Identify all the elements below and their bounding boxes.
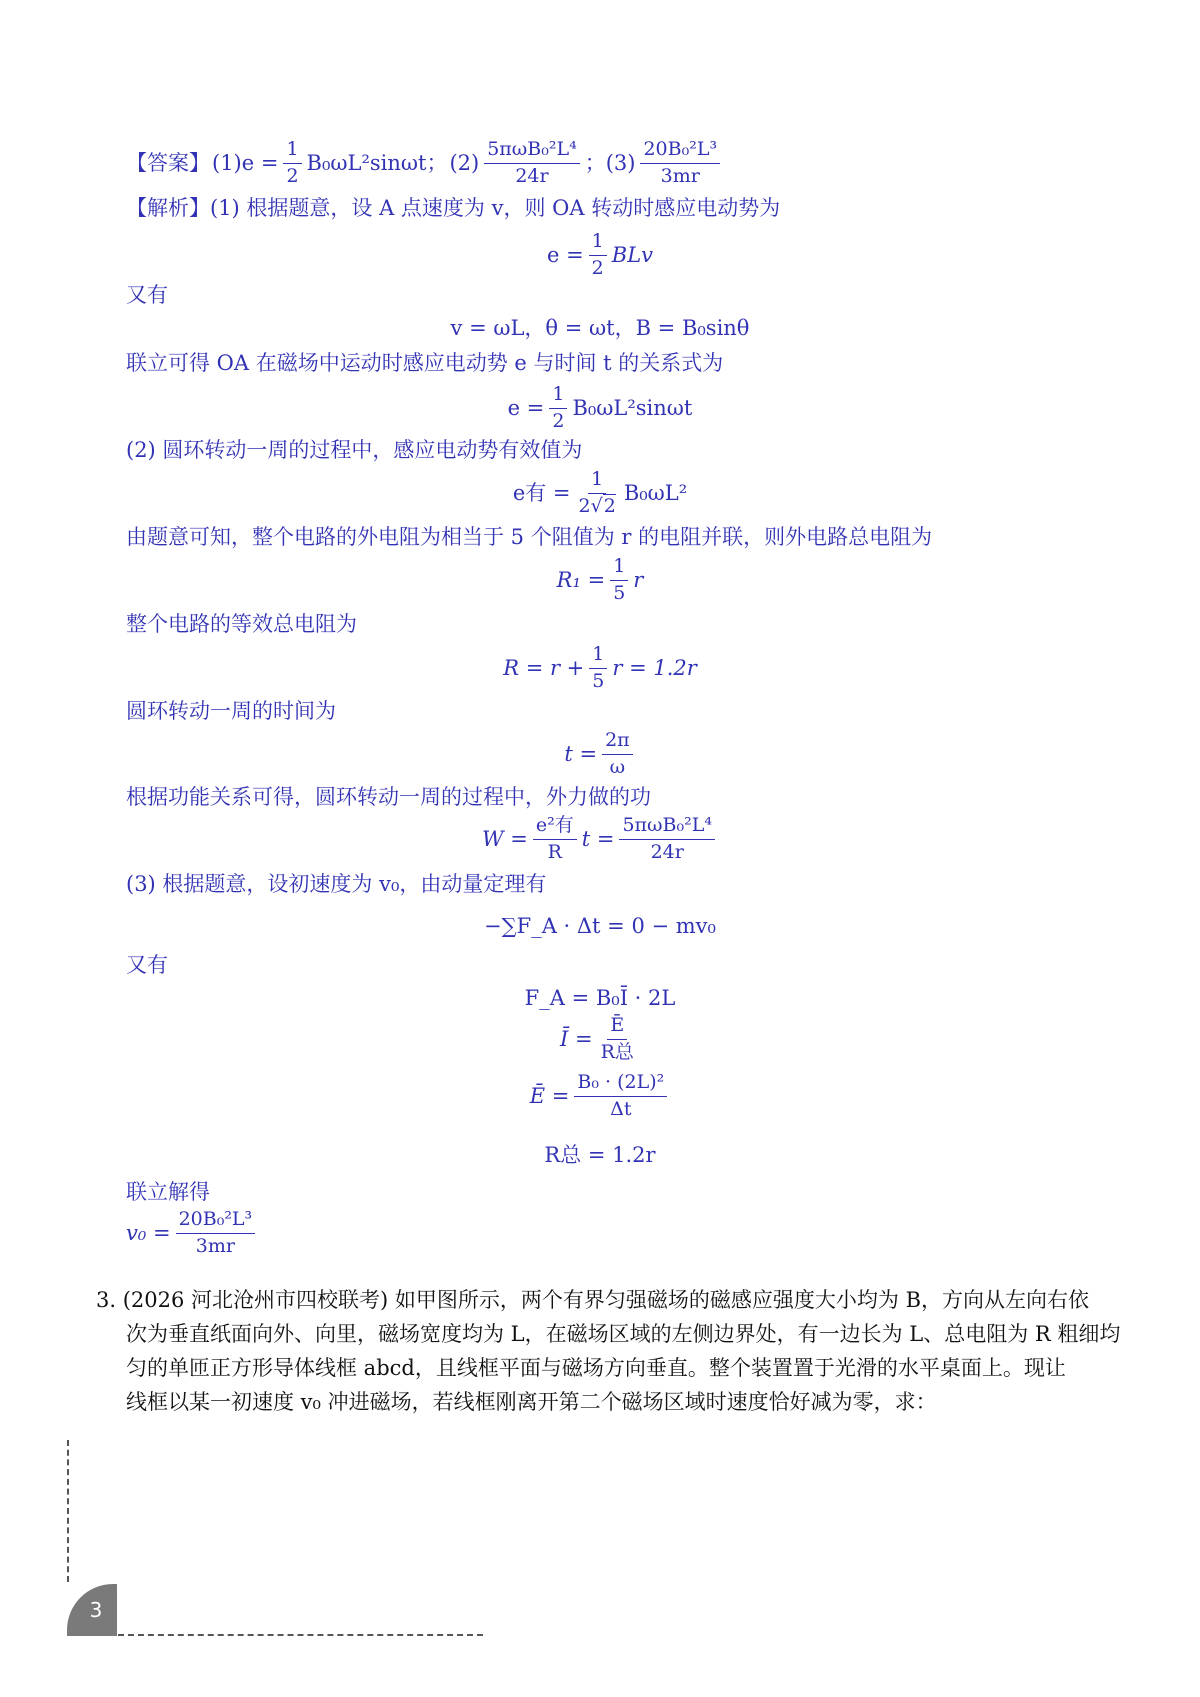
fraction-half: $\frac{1}{2}$	[283, 140, 301, 187]
also-text-1: 又有	[126, 283, 168, 307]
answer-part1-tail: B₀ωL²sinωt；	[306, 150, 448, 175]
equation-13: R总 = 1.2r	[544, 1143, 656, 1167]
answer-part1: (1)e =	[212, 150, 279, 175]
equation-9: −∑F_A · Δt = 0 − mv₀	[484, 914, 716, 938]
problem-3-line-2: 次为垂直纸面向外、向里，磁场宽度均为 L，在磁场区域的左侧边界处，有一边长为 L、总电阻为 R 粗细均	[126, 1322, 1121, 1346]
dashed-border-vertical	[67, 1440, 69, 1582]
period-text: 圆环转动一周的时间为	[126, 699, 336, 723]
page-number-badge	[67, 1584, 117, 1636]
equation-2: v = ωL，θ = ωt，B = B₀sinθ	[450, 316, 750, 340]
equation-4: e有 = $\frac{1}{2√2}$ B₀ωL²	[512, 468, 688, 517]
problem-3-line-1: 3. (2026 河北沧州市四校联考) 如甲图所示，两个有界匀强磁场的磁感应强度大小均为 B，方向从左向右依	[96, 1288, 1089, 1312]
part3-text: (3) 根据题意，设初速度为 v₀，由动量定理有	[126, 872, 547, 896]
dashed-border-horizontal	[118, 1634, 483, 1636]
also-text-2: 又有	[126, 953, 168, 977]
analysis-intro: 【解析】(1) 根据题意，设 A 点速度为 v，则 OA 转动时感应电动势为	[126, 196, 781, 220]
solve-text: 联立解得	[126, 1180, 210, 1204]
equation-5: R₁ = $\frac{1}{5}$ r	[556, 555, 644, 604]
equation-10: F_A = B₀Ī · 2L	[524, 986, 676, 1010]
combine-text-1: 联立可得 OA 在磁场中运动时感应电动势 e 与时间 t 的关系式为	[126, 351, 724, 375]
equation-11: Ī = $\frac{Ē}{\text{R总}}$	[560, 1014, 634, 1063]
part2-text: (2) 圆环转动一周的过程中，感应电动势有效值为	[126, 438, 583, 462]
equation-1: e = $\frac{1}{2}$ BLv	[546, 230, 654, 279]
answer-part2-fraction: $\frac{\text{5πωB₀²L⁴}}{24r}$	[484, 140, 580, 187]
total-resistance-text: 整个电路的等效总电阻为	[126, 612, 357, 636]
equation-7: t = $\frac{2\pi}{\omega}$	[0, 731, 1200, 778]
equation-14: v₀ = $\frac{\text{20B₀²L³}}{3mr}$	[126, 1210, 258, 1257]
ext-resistance-text: 由题意可知，整个电路的外电阻为相当于 5 个阻值为 r 的电阻并联，则外电路总电阻为	[126, 525, 933, 549]
equation-3: e = $\frac{1}{2}$ B₀ωL²sinωt	[507, 383, 693, 432]
problem-3-line-4: 线框以某一初速度 v₀ 冲进磁场，若线框刚离开第二个磁场区域时速度恰好减为零，求：	[126, 1390, 937, 1414]
answer-part3-fraction: $\frac{\text{20B₀²L³}}{3mr}$	[640, 140, 720, 187]
equation-6: R = r + $\frac{1}{5}$ r = 1.2r	[503, 643, 697, 692]
analysis-label: 【解析】	[126, 196, 210, 220]
page-number: 3	[89, 1598, 103, 1622]
answer-part2: (2)	[449, 150, 480, 175]
equation-8: W = $\frac{\text{e²有}}{R}$ t = $\frac{\text{5πωB₀²L⁴}}{24r}$	[0, 816, 1200, 863]
answer-part3: ；(3)	[584, 150, 636, 175]
equation-12: Ē = $\frac{\text{B₀ · (2L)²}}{\Delta t}$	[0, 1073, 1200, 1120]
problem-3-line-3: 匀的单匝正方形导体线框 abcd，且线框平面与磁场方向垂直。整个装置置于光滑的水平桌面上。现让	[126, 1356, 1066, 1380]
problem-3	[96, 1283, 1126, 1419]
work-text: 根据功能关系可得，圆环转动一周的过程中，外力做的功	[126, 785, 651, 809]
answer-label: 【答案】	[126, 150, 210, 175]
answer-line	[126, 140, 723, 187]
